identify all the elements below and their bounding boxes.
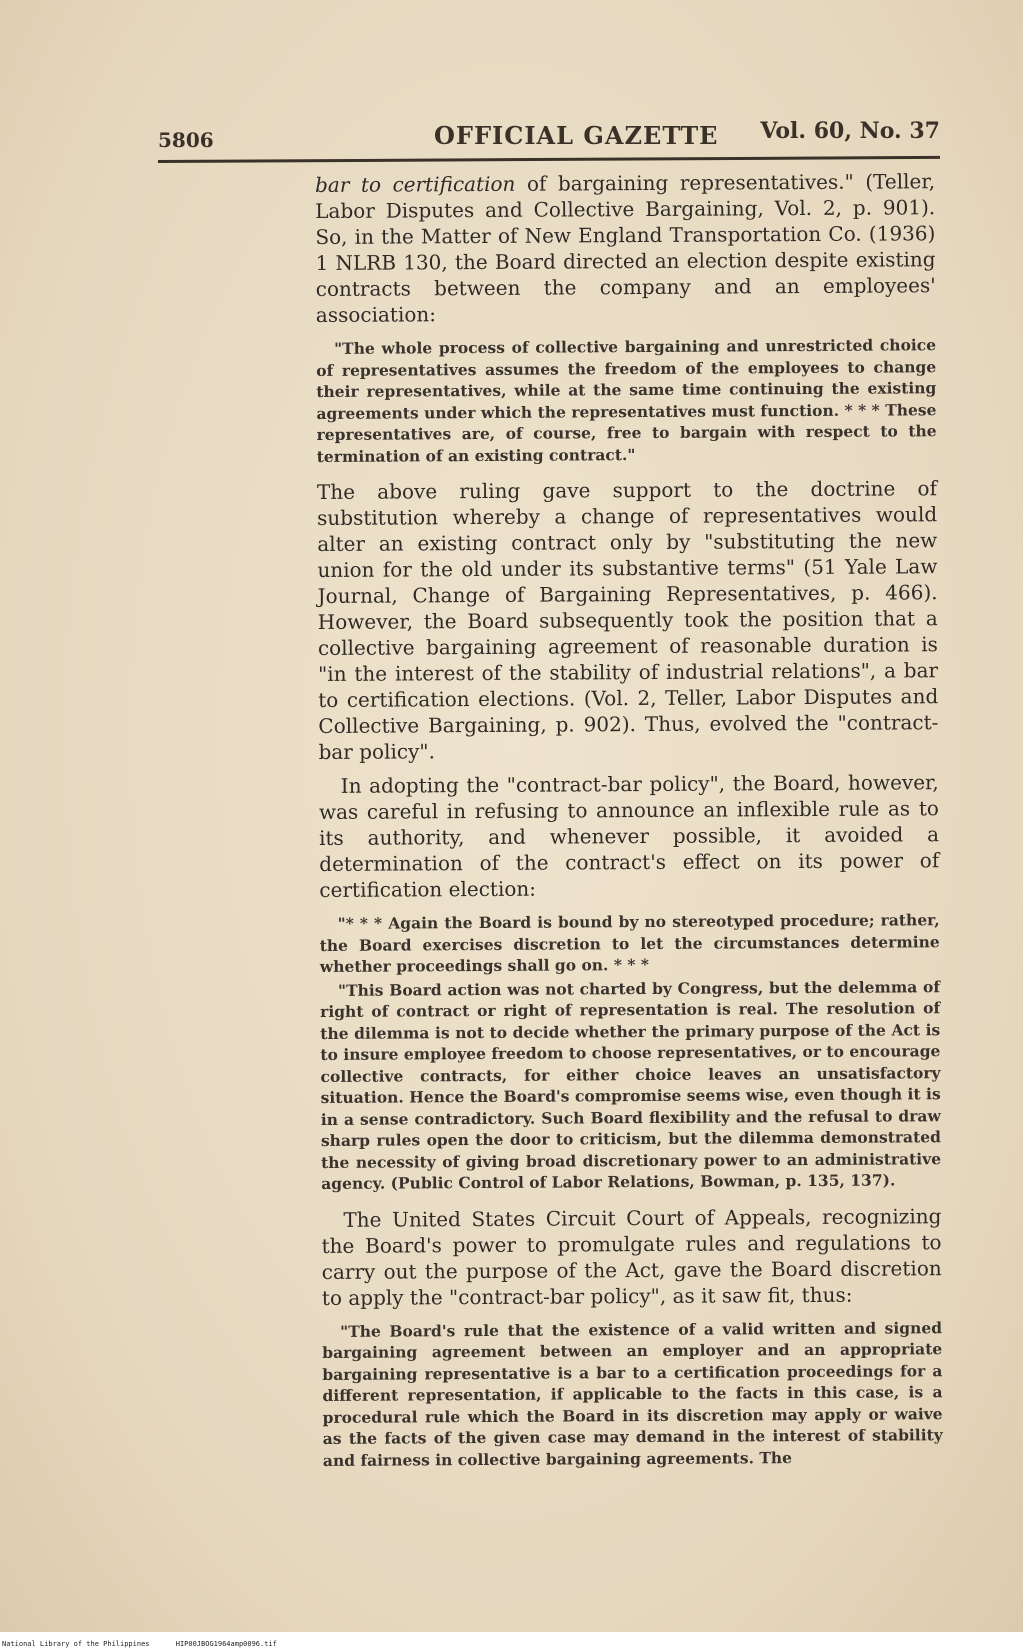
page-header xyxy=(158,118,940,152)
paragraph-3: In adopting the "contract-bar policy", the Board, however, was careful in refusing to announce an inflexible rule as to its authority, and whenever possible, it avoided a determination of the contract's effect on its power of certification election: xyxy=(318,770,940,902)
scan-footer xyxy=(0,1638,1023,1650)
quotation-3 xyxy=(322,1317,943,1471)
file-name: HIP00JBOG1964amp0096.tif xyxy=(175,1640,277,1648)
library-credit: National Library of the Philippines xyxy=(2,1640,150,1648)
quotation-1-text: "The whole process of collective bargaining and unrestricted choice of representatives assumes the freedom of the employees to change their representatives, while at the same time continuing the existing agreements under which the representatives must function. * * * These representatives are, of course, free to bargain with respect to the termination of an existing contract." xyxy=(316,335,937,466)
paragraph-4: The United States Circuit Court of Appeals, recognizing the Board's power to promulgate rules and regulations to carry out the purpose of the Act, gave the Board discretion to apply the "contract-bar policy", as it saw fit, thus: xyxy=(321,1203,942,1310)
paragraph-1 xyxy=(315,168,936,328)
quotation-2 xyxy=(320,909,942,1194)
page-number: 5806 xyxy=(158,128,214,152)
quotation-2a-text: "* * * Again the Board is bound by no stereotyped procedure; rather, the Board exercises discretion to let the circumstances determine whether proceedings shall go on. * * * xyxy=(319,910,940,976)
page-body xyxy=(315,168,943,1483)
quotation-1 xyxy=(316,334,937,467)
publication-title: OFFICIAL GAZETTE xyxy=(434,121,719,150)
paragraph-2: The above ruling gave support to the doctrine of substitution whereby a change of representatives would alter an existing contract only by "substituting the new union for the old under its substantive terms" (51 Yale Law Journal, Change of Bargaining Representatives, p. 466). However, the Board subsequently took the position that a collective bargaining agreement of reasonable duration is "in the interest of the stability of industrial relations", a bar to certification elections. (Vol. 2, Teller, Labor Disputes and Collective Bargaining, p. 902). Thus, evolved the "contract-bar policy". xyxy=(316,476,939,764)
paragraph-1-text: of bargaining representatives." (Teller, Labor Disputes and Collective Bargaining, Vol. 2, p. 901). So, in the Matter of New England Transportation Co. (1936) 1 NLRB 130, the Board directed an election despite existing contracts between the company and an employees' association: xyxy=(315,169,936,327)
quotation-2b-text: "This Board action was not charted by Congress, but the delemma of right of contract or right of representation is real. The resolution of the dilemma is not to decide whether the primary purpose of the Act is to insure employee freedom to choose representatives, or to encourage collective contracts, for either choice leaves an unsatisfactory situation. Hence the Board's compromise seems wise, even though it is in a sense contradictory. Such Board flexibility and the refusal to draw sharp rules open the door to criticism, but the dilemma demonstrated the necessity of giving broad discretionary power to an administrative agency. (Public Control of Labor Relations, Bowman, p. 135, 137). xyxy=(320,976,942,1193)
italic-lead: bar to certification xyxy=(315,171,516,197)
quotation-3-text: "The Board's rule that the existence of a valid written and signed bargaining agreement between an employer and an appropriate bargaining representative is a bar to a certification proceedings for a different representation, if applicable to the facts in this case, is a procedural rule which the Board in its discretion may apply or waive as the facts of the given case may demand in the interest of stability and fairness in collective bargaining agreements. The xyxy=(322,1317,943,1470)
header-rule xyxy=(158,156,940,163)
volume-info: Vol. 60, No. 37 xyxy=(760,118,940,144)
